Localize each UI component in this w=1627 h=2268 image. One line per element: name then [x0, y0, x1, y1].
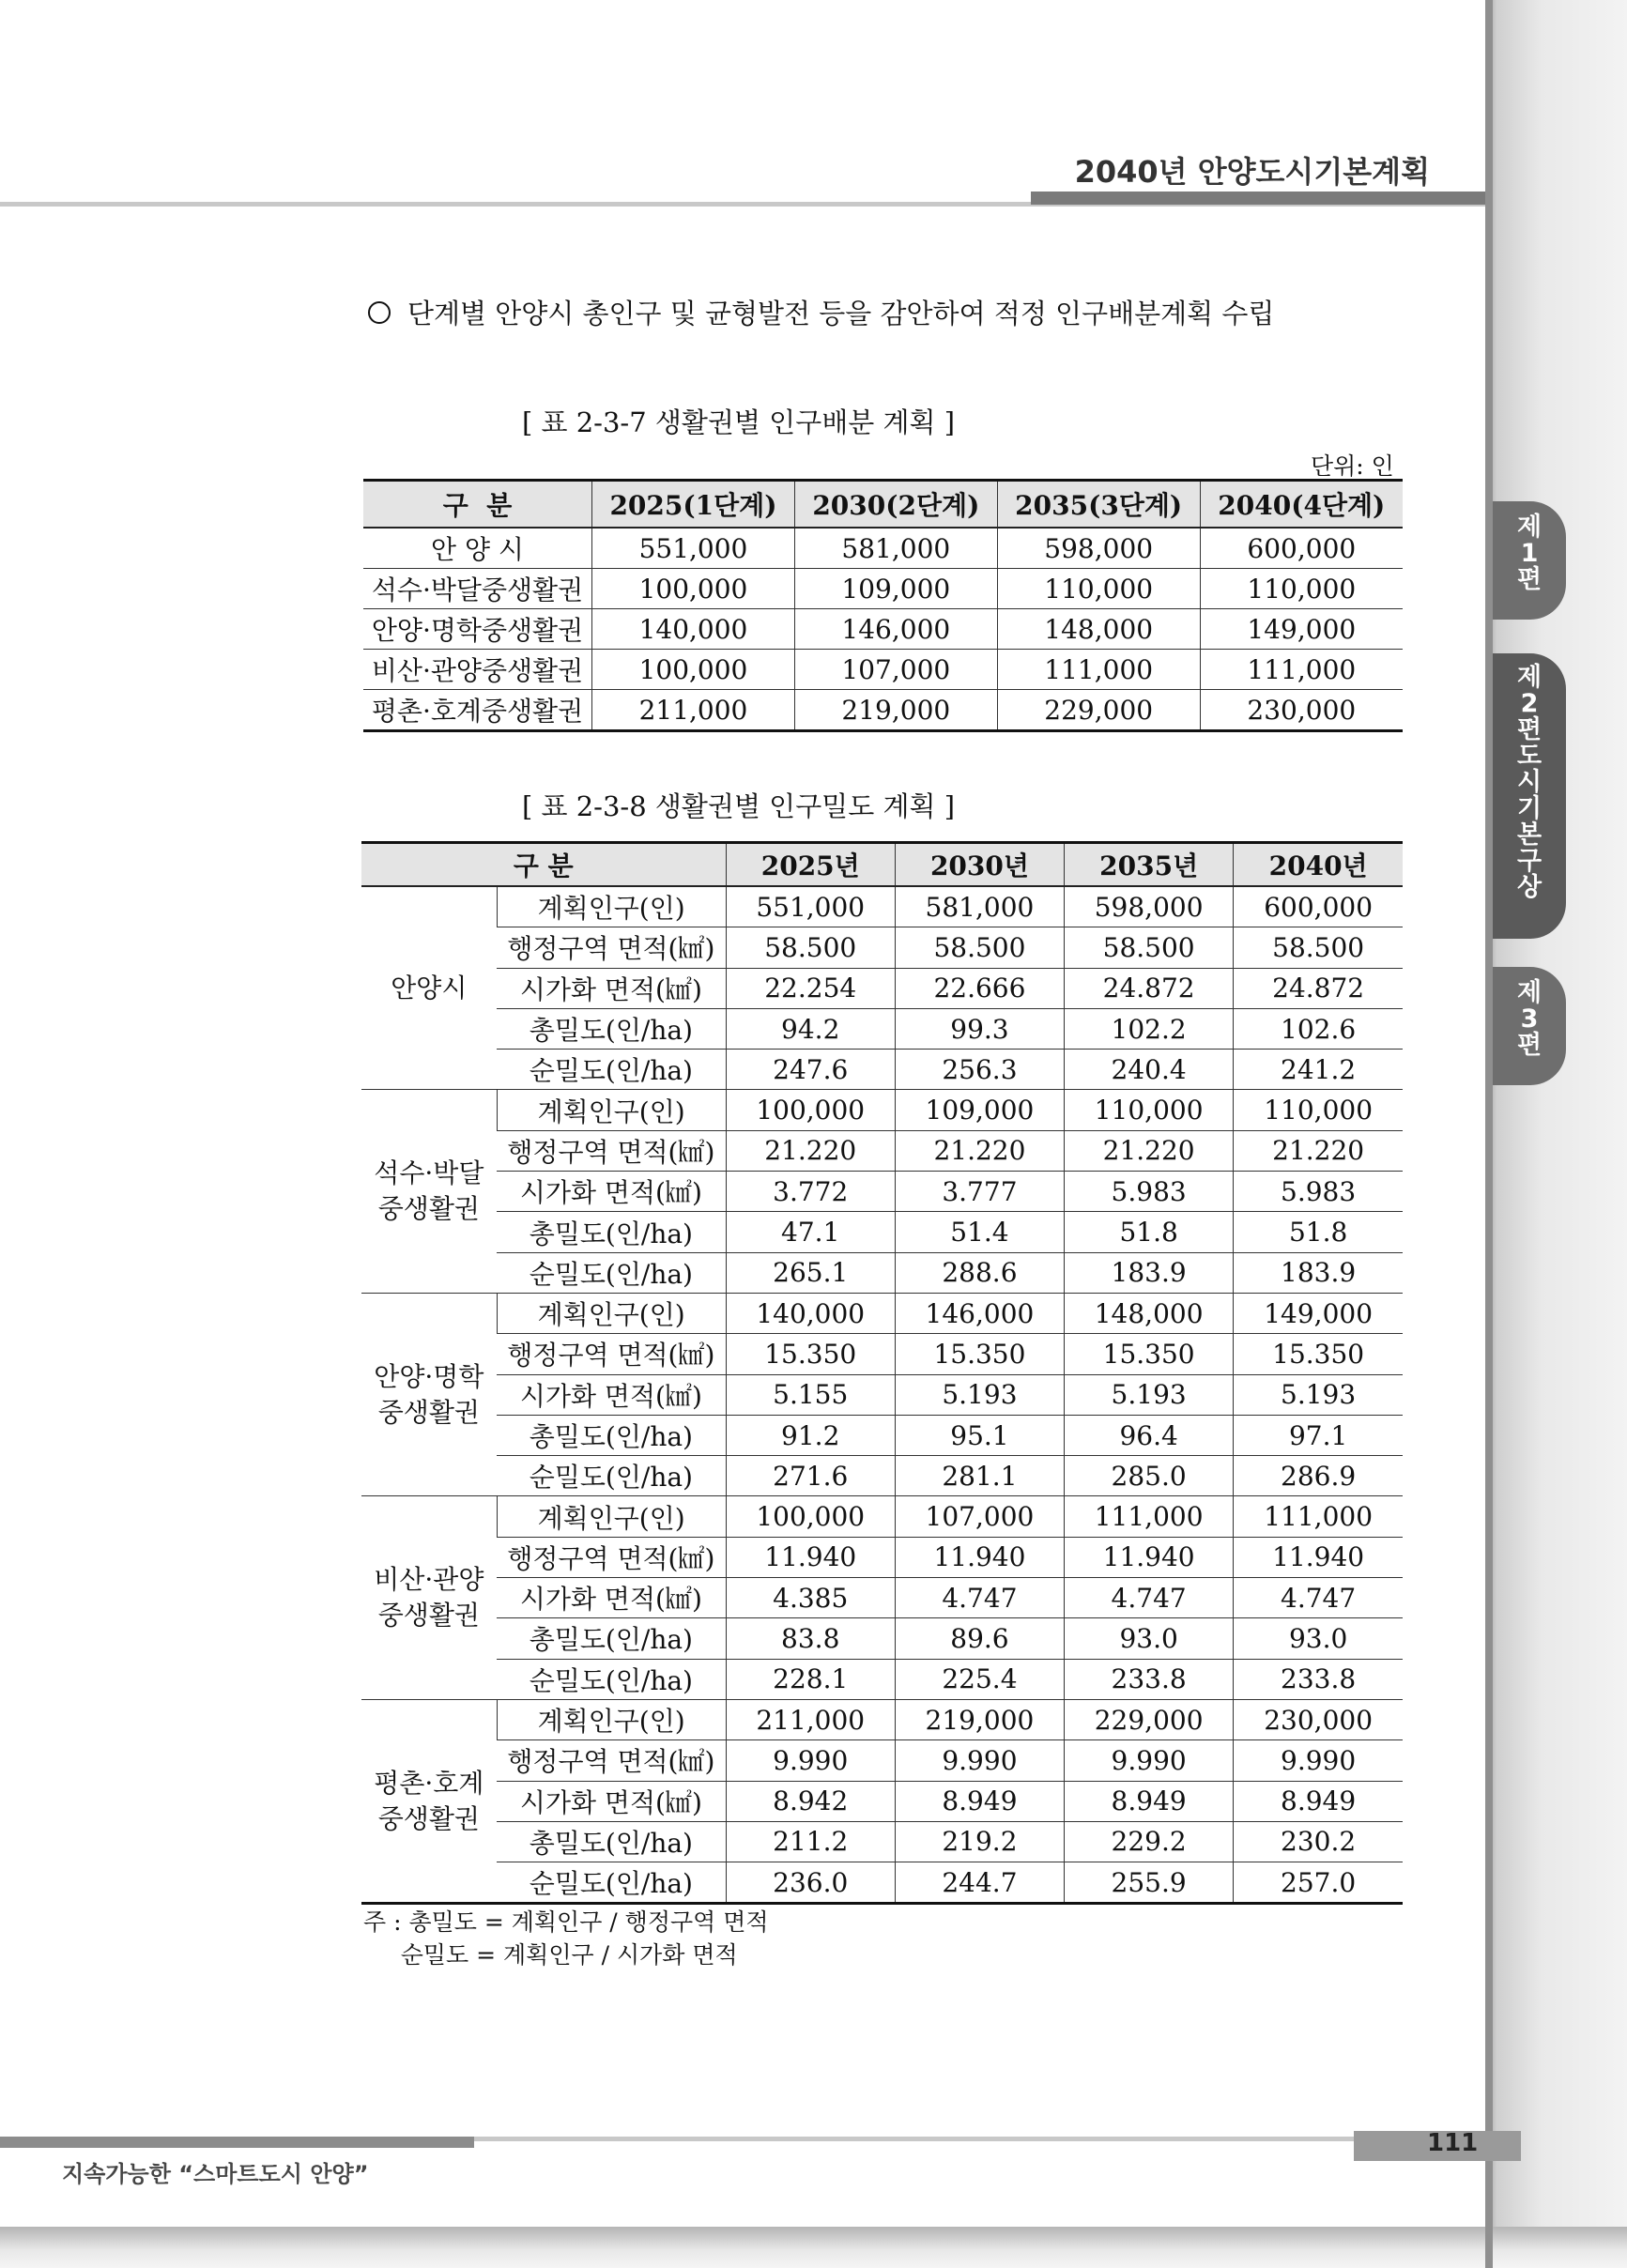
row-label: 순밀도(인/ha): [497, 1659, 726, 1699]
row-label: 순밀도(인/ha): [497, 1862, 726, 1904]
data-cell: 21.220: [1234, 1130, 1403, 1171]
data-cell: 211.2: [726, 1821, 895, 1862]
data-cell: 100,000: [726, 1090, 895, 1130]
data-cell: 51.4: [895, 1212, 1064, 1252]
data-cell: 102.2: [1065, 1008, 1234, 1049]
data-cell: 211,000: [592, 690, 795, 731]
header-cell: 2030년: [895, 843, 1064, 887]
data-cell: 109,000: [895, 1090, 1064, 1130]
side-tab-label: 제 1 편: [1516, 513, 1543, 594]
row-label: 시가화 면적(㎢): [497, 1374, 726, 1415]
header-cell: 2040(4단계): [1200, 481, 1403, 529]
header-cell: 2025년: [726, 843, 895, 887]
data-cell: 94.2: [726, 1008, 895, 1049]
data-cell: 58.500: [1065, 927, 1234, 968]
header-cell: 2025(1단계): [592, 481, 795, 529]
row-label: 안 양 시: [363, 528, 592, 569]
data-cell: 11.940: [726, 1537, 895, 1577]
data-cell: 5.193: [895, 1374, 1064, 1415]
table-row: [361, 1293, 1403, 1333]
data-cell: 219,000: [794, 690, 997, 731]
table-row: [361, 927, 1403, 968]
side-tab-part1[interactable]: [1493, 501, 1566, 620]
data-cell: 211,000: [726, 1699, 895, 1739]
data-cell: 111,000: [1065, 1496, 1234, 1537]
data-cell: 149,000: [1234, 1293, 1403, 1333]
data-cell: 21.220: [895, 1130, 1064, 1171]
data-cell: 107,000: [794, 650, 997, 690]
data-cell: 581,000: [794, 528, 997, 569]
data-cell: 8.949: [1234, 1781, 1403, 1821]
footer-rule-accent: [0, 2137, 474, 2148]
data-cell: 271.6: [726, 1456, 895, 1496]
data-cell: 241.2: [1234, 1050, 1403, 1090]
data-cell: 236.0: [726, 1862, 895, 1904]
data-cell: 15.350: [1065, 1334, 1234, 1374]
table-row: [361, 1130, 1403, 1171]
data-cell: 11.940: [1234, 1537, 1403, 1577]
table2-caption: [ 표 2-3-8 생활권별 인구밀도 계획 ]: [521, 790, 956, 822]
row-label: 계획인구(인): [497, 886, 726, 927]
data-cell: 47.1: [726, 1212, 895, 1252]
row-label: 총밀도(인/ha): [497, 1415, 726, 1455]
group-label: 안양시: [361, 886, 497, 1090]
data-cell: 183.9: [1234, 1252, 1403, 1293]
data-cell: 22.254: [726, 968, 895, 1008]
table-row: [361, 1172, 1403, 1212]
data-cell: 8.942: [726, 1781, 895, 1821]
page-shadow-right: [1485, 0, 1627, 2268]
table-row: [361, 1374, 1403, 1415]
data-cell: 15.350: [895, 1334, 1064, 1374]
data-cell: 4.747: [895, 1578, 1064, 1618]
data-cell: 96.4: [1065, 1415, 1234, 1455]
table-header-row: [363, 481, 1403, 529]
data-cell: 581,000: [895, 886, 1064, 927]
data-cell: 11.940: [895, 1537, 1064, 1577]
data-cell: 8.949: [1065, 1781, 1234, 1821]
data-cell: 219.2: [895, 1821, 1064, 1862]
data-cell: 9.990: [726, 1740, 895, 1781]
page-edge: [1485, 0, 1493, 2268]
data-cell: 255.9: [1065, 1862, 1234, 1904]
header-cell: 2035년: [1065, 843, 1234, 887]
data-cell: 4.747: [1234, 1578, 1403, 1618]
data-cell: 229,000: [1065, 1699, 1234, 1739]
data-cell: 257.0: [1234, 1862, 1403, 1904]
data-cell: 5.983: [1065, 1172, 1234, 1212]
table-row: [361, 1699, 1403, 1739]
data-cell: 4.747: [1065, 1578, 1234, 1618]
side-tab-label: 제 3 편: [1516, 978, 1543, 1060]
table-row: [361, 968, 1403, 1008]
data-cell: 109,000: [794, 569, 997, 609]
circle-bullet-icon: [368, 301, 391, 324]
data-cell: 58.500: [895, 927, 1064, 968]
group-label: 비산·관양 중생활권: [361, 1496, 497, 1699]
data-cell: 230,000: [1234, 1699, 1403, 1739]
row-label: 비산·관양중생활권: [363, 650, 592, 690]
data-cell: 24.872: [1065, 968, 1234, 1008]
data-cell: 551,000: [726, 886, 895, 927]
header-cell: 2030(2단계): [794, 481, 997, 529]
data-cell: 95.1: [895, 1415, 1064, 1455]
row-label: 시가화 면적(㎢): [497, 1781, 726, 1821]
side-tab-part3[interactable]: [1493, 967, 1566, 1085]
data-cell: 22.666: [895, 968, 1064, 1008]
data-cell: 183.9: [1065, 1252, 1234, 1293]
data-cell: 146,000: [895, 1293, 1064, 1333]
data-cell: 265.1: [726, 1252, 895, 1293]
data-cell: 9.990: [1234, 1740, 1403, 1781]
table-row: [361, 886, 1403, 927]
side-tab-label: 제 2 편 도 시 기 본 구 상: [1516, 663, 1543, 902]
data-cell: 598,000: [997, 528, 1200, 569]
data-cell: 100,000: [592, 650, 795, 690]
table-row: [361, 1740, 1403, 1781]
data-cell: 4.385: [726, 1578, 895, 1618]
footer-slogan: 지속가능한 “스마트도시 안양”: [62, 2161, 369, 2187]
table-header-row: [361, 843, 1403, 887]
data-cell: 51.8: [1065, 1212, 1234, 1252]
data-cell: 58.500: [726, 927, 895, 968]
row-label: 행정구역 면적(㎢): [497, 927, 726, 968]
page-number: 111: [1427, 2129, 1479, 2157]
data-cell: 97.1: [1234, 1415, 1403, 1455]
row-label: 계획인구(인): [497, 1496, 726, 1537]
row-label: 행정구역 면적(㎢): [497, 1537, 726, 1577]
header-cell: 구 분: [363, 481, 592, 529]
data-cell: 58.500: [1234, 927, 1403, 968]
bullet-paragraph: [368, 293, 1274, 331]
row-label: 순밀도(인/ha): [497, 1050, 726, 1090]
data-cell: 140,000: [726, 1293, 895, 1333]
row-label: 행정구역 면적(㎢): [497, 1740, 726, 1781]
row-label: 계획인구(인): [497, 1293, 726, 1333]
data-cell: 110,000: [1234, 1090, 1403, 1130]
data-cell: 3.777: [895, 1172, 1064, 1212]
data-cell: 102.6: [1234, 1008, 1403, 1049]
data-cell: 240.4: [1065, 1050, 1234, 1090]
table-row: [361, 1781, 1403, 1821]
page-shadow-bottom: [0, 2227, 1627, 2268]
table-row: [361, 1050, 1403, 1090]
table1-unit: 단위: 인: [1311, 452, 1394, 480]
header-cell: 구 분: [361, 843, 726, 887]
table-row: [361, 1496, 1403, 1537]
table-row: [361, 1415, 1403, 1455]
row-label: 안양·명학중생활권: [363, 609, 592, 650]
data-cell: 149,000: [1200, 609, 1403, 650]
data-cell: 146,000: [794, 609, 997, 650]
data-cell: 229.2: [1065, 1821, 1234, 1862]
data-cell: 230,000: [1200, 690, 1403, 731]
data-cell: 598,000: [1065, 886, 1234, 927]
data-cell: 5.155: [726, 1374, 895, 1415]
data-cell: 110,000: [997, 569, 1200, 609]
data-cell: 140,000: [592, 609, 795, 650]
table-row: [361, 1862, 1403, 1904]
data-cell: 111,000: [1234, 1496, 1403, 1537]
data-cell: 91.2: [726, 1415, 895, 1455]
data-cell: 219,000: [895, 1699, 1064, 1739]
table-row: [363, 569, 1403, 609]
data-cell: 9.990: [1065, 1740, 1234, 1781]
table-row: [361, 1618, 1403, 1659]
row-label: 평촌·호계중생활권: [363, 690, 592, 731]
data-cell: 5.983: [1234, 1172, 1403, 1212]
table1-caption: [ 표 2-3-7 생활권별 인구배분 계획 ]: [521, 406, 956, 438]
table-row: [363, 690, 1403, 731]
data-cell: 11.940: [1065, 1537, 1234, 1577]
group-label: 안양·명학 중생활권: [361, 1293, 497, 1495]
table-row: [363, 650, 1403, 690]
data-cell: 551,000: [592, 528, 795, 569]
data-cell: 15.350: [726, 1334, 895, 1374]
table-row: [361, 1252, 1403, 1293]
data-cell: 233.8: [1065, 1659, 1234, 1699]
row-label: 행정구역 면적(㎢): [497, 1130, 726, 1171]
row-label: 순밀도(인/ha): [497, 1252, 726, 1293]
data-cell: 600,000: [1234, 886, 1403, 927]
data-cell: 8.949: [895, 1781, 1064, 1821]
row-label: 시가화 면적(㎢): [497, 1172, 726, 1212]
data-cell: 100,000: [726, 1496, 895, 1537]
data-cell: 288.6: [895, 1252, 1064, 1293]
row-label: 석수·박달중생활권: [363, 569, 592, 609]
row-label: 총밀도(인/ha): [497, 1618, 726, 1659]
data-cell: 93.0: [1234, 1618, 1403, 1659]
data-cell: 15.350: [1234, 1334, 1403, 1374]
table-row: [361, 1334, 1403, 1374]
data-cell: 285.0: [1065, 1456, 1234, 1496]
data-cell: 89.6: [895, 1618, 1064, 1659]
data-cell: 228.1: [726, 1659, 895, 1699]
data-cell: 5.193: [1065, 1374, 1234, 1415]
table-row: [361, 1212, 1403, 1252]
data-cell: 286.9: [1234, 1456, 1403, 1496]
data-cell: 99.3: [895, 1008, 1064, 1049]
data-cell: 21.220: [1065, 1130, 1234, 1171]
table-row: [361, 1456, 1403, 1496]
header-cell: 2035(3단계): [997, 481, 1200, 529]
row-label: 계획인구(인): [497, 1699, 726, 1739]
data-cell: 5.193: [1234, 1374, 1403, 1415]
table-row: [361, 1821, 1403, 1862]
bullet-text: 단계별 안양시 총인구 및 균형발전 등을 감안하여 적정 인구배분계획 수립: [407, 298, 1275, 329]
data-cell: 110,000: [1065, 1090, 1234, 1130]
data-cell: 233.8: [1234, 1659, 1403, 1699]
data-cell: 256.3: [895, 1050, 1064, 1090]
table-row: [363, 528, 1403, 569]
data-cell: 24.872: [1234, 968, 1403, 1008]
data-cell: 600,000: [1200, 528, 1403, 569]
data-cell: 110,000: [1200, 569, 1403, 609]
row-label: 행정구역 면적(㎢): [497, 1334, 726, 1374]
table-row: [363, 609, 1403, 650]
document-title: 2040년 안양도시기본계획: [1074, 154, 1430, 190]
row-label: 계획인구(인): [497, 1090, 726, 1130]
row-label: 시가화 면적(㎢): [497, 1578, 726, 1618]
row-label: 순밀도(인/ha): [497, 1456, 726, 1496]
data-cell: 93.0: [1065, 1618, 1234, 1659]
data-cell: 100,000: [592, 569, 795, 609]
data-cell: 3.772: [726, 1172, 895, 1212]
table-row: [361, 1659, 1403, 1699]
data-cell: 244.7: [895, 1862, 1064, 1904]
data-cell: 148,000: [1065, 1293, 1234, 1333]
header-cell: 2040년: [1234, 843, 1403, 887]
table-row: [361, 1578, 1403, 1618]
data-cell: 148,000: [997, 609, 1200, 650]
row-label: 시가화 면적(㎢): [497, 968, 726, 1008]
side-tab-part2[interactable]: [1493, 653, 1566, 939]
row-label: 총밀도(인/ha): [497, 1212, 726, 1252]
data-cell: 225.4: [895, 1659, 1064, 1699]
table-row: [361, 1090, 1403, 1130]
data-cell: 229,000: [997, 690, 1200, 731]
population-density-table: [361, 841, 1403, 1905]
group-label: 석수·박달 중생활권: [361, 1090, 497, 1293]
data-cell: 107,000: [895, 1496, 1064, 1537]
table-row: [361, 1537, 1403, 1577]
data-cell: 111,000: [997, 650, 1200, 690]
data-cell: 230.2: [1234, 1821, 1403, 1862]
table2-note: 주 : 총밀도 = 계획인구 / 행정구역 면적 순밀도 = 계획인구 / 시가화 면적: [363, 1908, 769, 1969]
data-cell: 51.8: [1234, 1212, 1403, 1252]
population-distribution-table: [363, 479, 1403, 732]
data-cell: 83.8: [726, 1618, 895, 1659]
group-label: 평촌·호계 중생활권: [361, 1699, 497, 1903]
data-cell: 21.220: [726, 1130, 895, 1171]
table-row: [361, 1008, 1403, 1049]
header-rule-accent: [1031, 192, 1485, 205]
data-cell: 9.990: [895, 1740, 1064, 1781]
data-cell: 281.1: [895, 1456, 1064, 1496]
data-cell: 111,000: [1200, 650, 1403, 690]
data-cell: 247.6: [726, 1050, 895, 1090]
row-label: 총밀도(인/ha): [497, 1821, 726, 1862]
row-label: 총밀도(인/ha): [497, 1008, 726, 1049]
